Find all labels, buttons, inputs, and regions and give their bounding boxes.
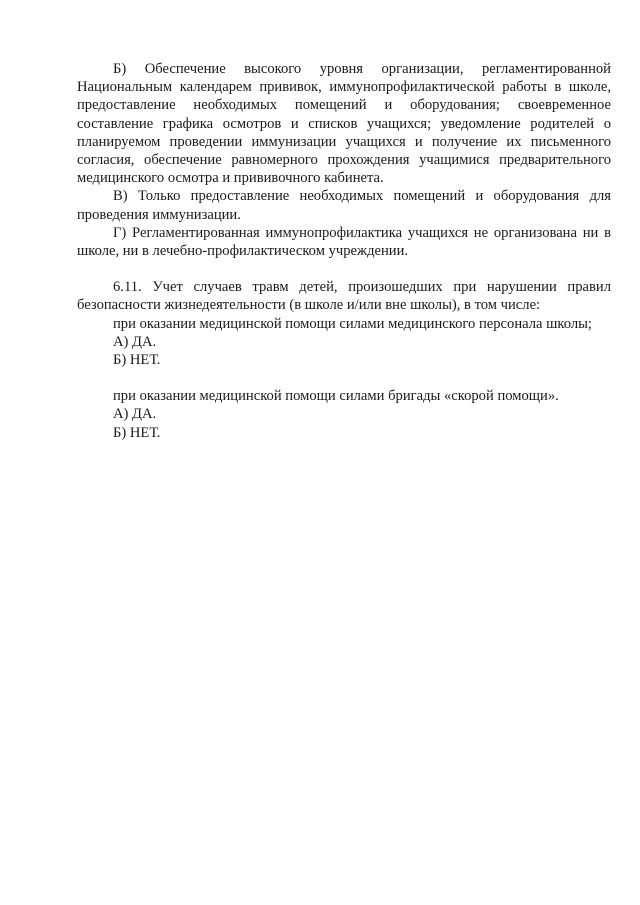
sub2-option-b: Б) НЕТ.: [113, 424, 161, 441]
option-b-paragraph: Б) Обеспечение высокого уровня организации, регламентированной Национальным календарем прививок, иммунопрофилактической работы в школе, предоставление необходимых помещений и оборудования; своевременное составление графика осмотров и списков учащихся; уведомление родителей о планируемом проведении иммунизации учащихся и получение их письменного согласия, обеспечение равномерного прохождения учащимися предварительного медицинского осмотра и прививочного кабинета.: [77, 61, 611, 187]
spacer: [77, 260, 611, 278]
sub2-text: при оказании медицинской помощи силами бригады «скорой помощи».: [113, 388, 559, 405]
question-6-11: [77, 278, 611, 314]
page-content: [77, 60, 611, 442]
sub1-option-a: А) ДА.: [113, 333, 157, 350]
sub1-text: при оказании медицинской помощи силами медицинского персонала школы;: [113, 315, 592, 332]
option-g-paragraph: Г) Регламентированная иммунопрофилактика учащихся не организована ни в школе, ни в лечебно-профилактическом учреждении.: [77, 224, 611, 260]
sub1-option-b: Б) НЕТ.: [113, 352, 161, 369]
option-v-paragraph: В) Только предоставление необходимых помещений и оборудования для проведения иммунизации.: [77, 188, 611, 223]
question-text: Учет случаев травм детей, произошедших при нарушении правил безопасности жизнедеятельности (в школе и/или вне школы), в том числе:: [77, 279, 611, 314]
spacer: [77, 369, 611, 387]
sub2-option-a: А) ДА.: [113, 406, 157, 423]
question-number: 6.11.: [113, 279, 142, 296]
